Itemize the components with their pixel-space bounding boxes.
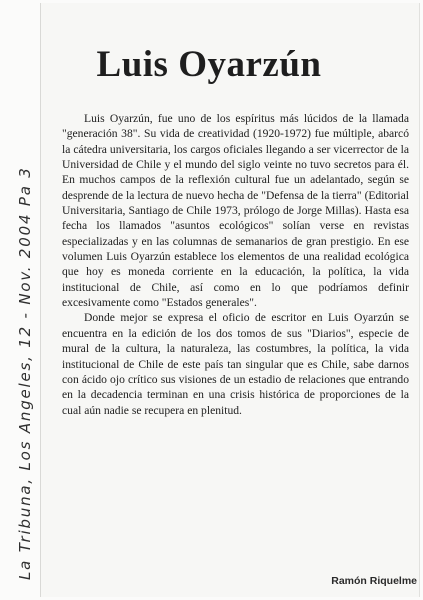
article-paragraph-2: Donde mejor se expresa el oficio de escritor en Luis Oyarzún se encuentra en la edición de los dos tomos de sus "Diarios", especie de mural de la cultura, la naturaleza, las costumbres, la política, la vida institucional de Chile de este país tan singular que es Chile, sabe darnos con ácido ojo crítico sus visiones de un estadio de relaciones que entrando en la decadencia terminan en una crisis histórica de proporciones de la cual aún nadie se recupera en plenitud. xyxy=(62,311,409,417)
article-body xyxy=(62,111,409,418)
article-byline: Ramón Riquelme xyxy=(331,575,417,587)
article-title: Luis Oyarzún xyxy=(96,44,322,85)
handwritten-source-note: La Tribuna, Los Angeles, 12 - Nov. 2004 Pa 3 xyxy=(16,166,34,580)
article-paragraph-1: Luis Oyarzún, fue uno de los espíritus más lúcidos de la llamada "generación 38". Su vida de creatividad (1920-1972) fue múltiple, abarcó la cátedra universitaria, los cargos oficiales llegando a ser vicerrector de la Universidad de Chile y el mundo del siglo veinte no tuvo secretos para él. En muchos campos de la reflexión cultural fue un adelantado, según se desprende de la lectura de nuevo hecha de "Defensa de la tierra" (Editorial Universitaria, Santiago de Chile 1973, prólogo de Jorge Millas). Hasta esa fecha los llamados "asuntos ecológicos" solían verse en revistas especializadas y en las columnas de semanarios de gran prestigio. En ese volumen Luis Oyarzún establece los elementos de una realidad ecológica que hoy es moneda corriente en la educación, la política, la vida institucional de Chile, así como en lo que podríamos definir excesivamente como "Estados generales". xyxy=(62,112,409,310)
